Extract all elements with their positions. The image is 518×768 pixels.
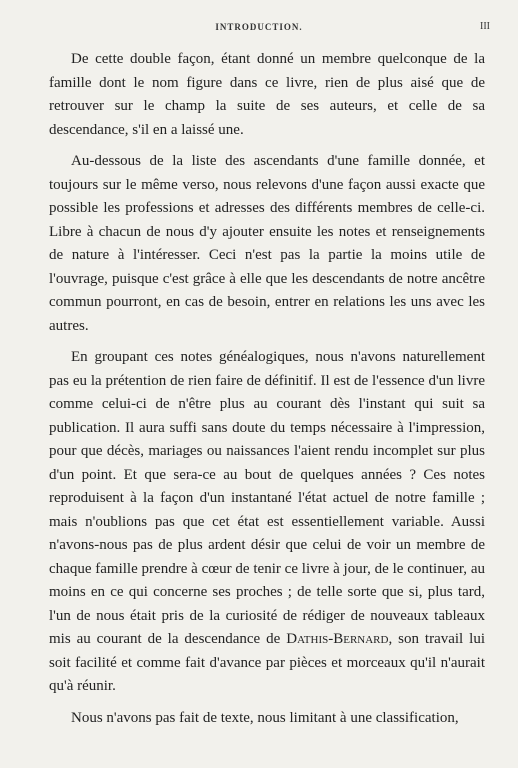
body-text	[49, 48, 485, 738]
paragraph-3-text-after: , son travail lui soit facilité et comme fait d'avance par pièces et morceaux qu'il n'aurait qu'à réunir.	[49, 631, 485, 694]
paragraph-3-text-before: En groupant ces notes généalogiques, nous n'avons naturellement pas eu la prétention de rien faire de définitif. Il est de l'essence d'un livre comme celui-ci de n'être plus au courant dès l'instant qui suit sa publication. Il aura suffi sans doute du temps nécessaire à l'impression, pour que décès, mariages ou naissances l'aient rendu incomplet sur plus d'un point. Et que sera-ce au bout de quelques années ? Ces notes reproduisent à la façon d'un instantané l'état actuel de notre famille ; mais n'oublions pas que cet état est essentiellement variable. Aussi n'avons-nous pas de plus ardent désir que celui de voir un membre de chaque famille prendre à cœur de tenir ce livre à jour, de le continuer, au moins en ce qui concerne ses proches ; de telle sorte que si, plus tard, l'un de nous était pris de la curiosité de rédiger de nouveaux tableaux mis au courant de la descendance de	[49, 349, 485, 647]
family-name: Dathis-Bernard	[286, 631, 389, 647]
page-number: III	[480, 21, 490, 32]
paragraph-2: Au-dessous de la liste des ascendants d'une famille donnée, et toujours sur le même verso, nous relevons d'une façon aussi exacte que possible les professions et adresses des différents membres de celle-ci. Libre à chacun de nous d'y ajouter ensuite les notes et renseignements de nature à l'intéresser. Ceci n'est pas la partie la moins utile de l'ouvrage, puisque c'est grâce à elle que les descendants de notre ancêtre commun pourront, en cas de besoin, entrer en relations les uns avec les autres.	[49, 153, 485, 334]
paragraph-3	[49, 346, 485, 699]
paragraph-1: De cette double façon, étant donné un membre quelconque de la famille dont le nom figure dans ce livre, rien de plus aisé que de retrouver sur le champ la suite de ses auteurs, et celle de sa descendance, s'il en a laissé une.	[49, 51, 485, 138]
paragraph-4: Nous n'avons pas fait de texte, nous limitant à une classification,	[71, 709, 459, 726]
running-title: INTRODUCTION.	[215, 22, 303, 32]
